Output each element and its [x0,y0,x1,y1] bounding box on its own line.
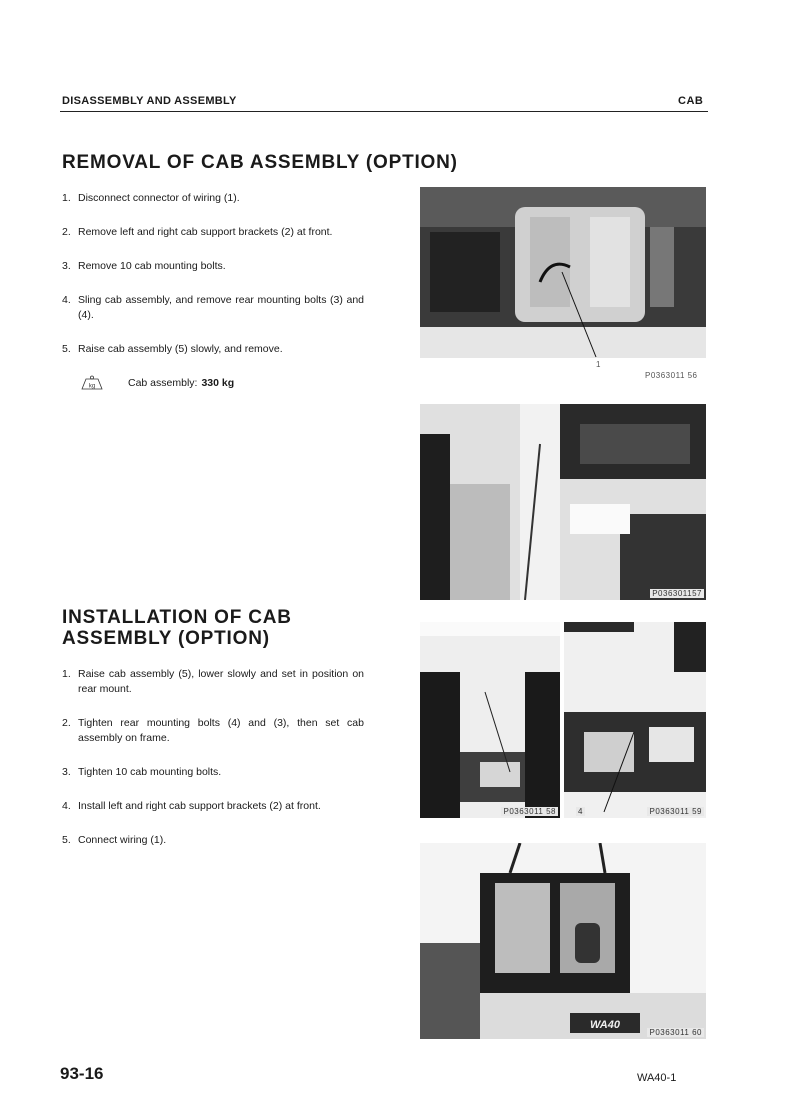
photo-caption: P0363011 56 [645,371,698,380]
removal-title: REMOVAL OF CAB ASSEMBLY (OPTION) [62,152,458,173]
step-text: Connect wiring (1). [78,834,167,846]
photo-rear-mount-right-image [564,622,706,818]
photo-wiring-callout: 1 [596,360,601,369]
list-item [62,191,364,206]
step-text: Raise cab assembly (5), lower slowly and set in position on rear mount. [78,668,364,695]
step-number: 3. [62,260,71,272]
list-item [62,225,364,240]
step-number: 4. [62,800,71,812]
removal-steps [62,191,364,376]
step-text: Sling cab assembly, and remove rear mounting bolts (3) and (4). [78,294,364,321]
photo-rear-mount-right [564,622,706,818]
photo-caption: P0363011 58 [503,807,556,816]
step-number: 5. [62,343,71,355]
header-section: DISASSEMBLY AND ASSEMBLY [62,95,237,107]
installation-title-line1: INSTALLATION OF CAB [62,607,292,628]
list-item [62,833,364,848]
photo-caption: P0363011 59 [649,807,702,816]
list-item [62,667,364,697]
step-text: Tighten rear mounting bolts (4) and (3), then set cab assembly on frame. [78,717,364,744]
list-item [62,259,364,274]
header-topic: CAB [678,95,704,107]
step-text: Install left and right cab support brackets (2) at front. [78,800,321,812]
step-number: 2. [62,226,71,238]
weight-label: Cab assembly: [128,377,198,389]
photo-caption: P0363011 60 [649,1028,702,1037]
step-number: 2. [62,717,71,729]
step-number: 1. [62,192,71,204]
page-number: 93-16 [60,1064,104,1083]
photo-caption: P036301157 [652,589,702,598]
step-text: Remove left and right cab support brackets (2) at front. [78,226,333,238]
photo-support-brackets [420,404,706,600]
machine-model-label: WA40 [590,1019,620,1031]
list-item [62,716,364,746]
list-item [62,765,364,780]
step-number: 4. [62,294,71,306]
step-number: 3. [62,766,71,778]
installation-steps [62,667,364,867]
step-text: Remove 10 cab mounting bolts. [78,260,226,272]
photo-cab-assembly-image [420,843,706,1039]
photo-rear-mount-callout: 4 [578,807,583,816]
photo-cab-assembly [420,843,706,1039]
photo-rear-mount-left [420,622,560,818]
header-rule [60,111,708,112]
list-item [62,342,364,357]
weight-note [78,375,234,391]
weight-icon-label: kg [88,383,96,390]
photo-rear-mount-left-image [420,622,560,818]
list-item [62,799,364,814]
step-text: Raise cab assembly (5) slowly, and remove. [78,343,283,355]
weight-value: 330 kg [201,377,235,389]
installation-title-line2: ASSEMBLY (OPTION) [62,628,270,649]
model-number: WA40-1 [637,1072,677,1084]
weight-kg-icon [78,375,106,391]
list-item [62,293,364,323]
step-number: 1. [62,668,71,680]
photo-wiring-connector-image [420,187,706,358]
photo-support-brackets-image [420,404,706,600]
photo-wiring-connector [420,187,706,358]
step-text: Tighten 10 cab mounting bolts. [78,766,222,778]
step-text: Disconnect connector of wiring (1). [78,192,240,204]
step-number: 5. [62,834,71,846]
